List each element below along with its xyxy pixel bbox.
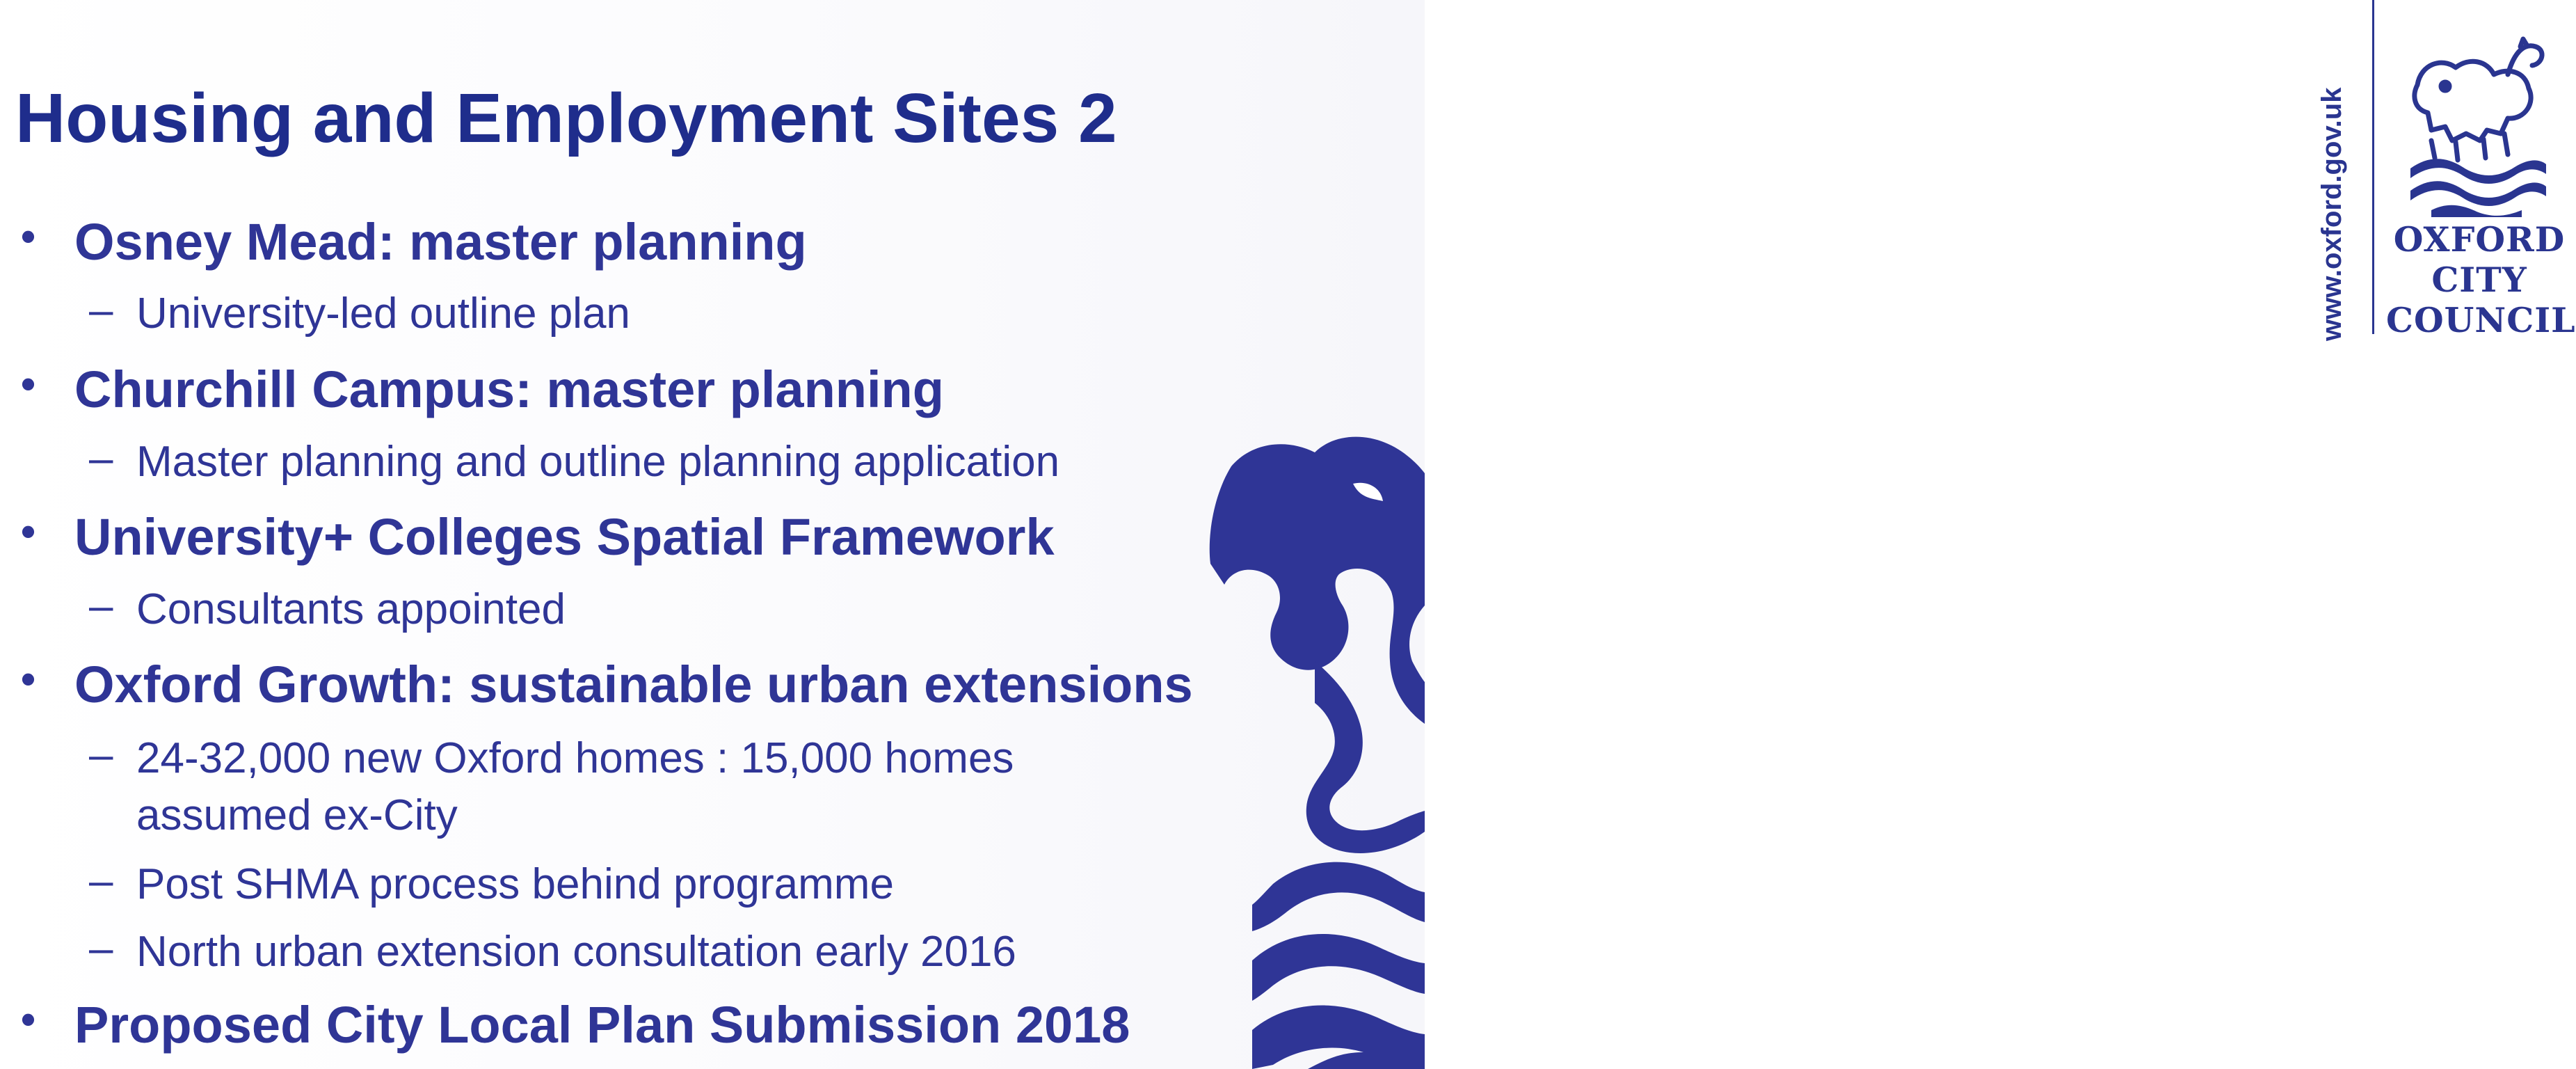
bullet-text: Oxford Growth: sustainable urban extensions [74,656,1193,713]
sub-item-text: Master planning and outline planning application [136,438,1060,486]
sub-item-marker: – [89,582,113,630]
ox-crest-icon [2403,36,2550,217]
sub-item-text: 24-32,000 new Oxford homes : 15,000 homes [136,734,1014,782]
bullet-marker: • [21,213,36,260]
sub-item-text: Consultants appointed [136,585,566,633]
sub-item-text: North urban extension consultation early 2016 [136,928,1016,976]
sub-item-marker: – [89,286,113,334]
sub-item-marker: – [89,924,113,972]
council-name-line3: COUNCIL [2386,300,2576,340]
bullet-marker: • [21,361,36,407]
council-name-line1: OXFORD [2393,219,2566,260]
bullet-marker: • [21,656,36,702]
bullet-text: University+ Colleges Spatial Framework [74,508,1055,566]
bullet-marker: • [21,508,36,555]
logo-divider [2372,0,2374,334]
council-name [2386,219,2576,340]
bullet-marker: • [21,996,36,1043]
bullet-text: Churchill Campus: master planning [74,361,944,418]
bullet-text: Osney Mead: master planning [74,213,807,271]
sub-item-text: assumed ex-City [136,791,458,839]
sub-item-marker: – [89,857,113,905]
sub-item-text: Post SHMA process behind programme [136,860,894,908]
sub-item-text: University-led outline plan [136,290,630,338]
sub-item-marker: – [89,434,113,482]
council-name-line2: CITY [2431,260,2527,300]
logo-url: www.oxford.gov.uk [2317,87,2347,341]
slide-title: Housing and Employment Sites 2 [15,79,1117,157]
bullet-text: Proposed City Local Plan Submission 2018 [74,996,1130,1054]
sub-item-marker: – [89,731,113,779]
